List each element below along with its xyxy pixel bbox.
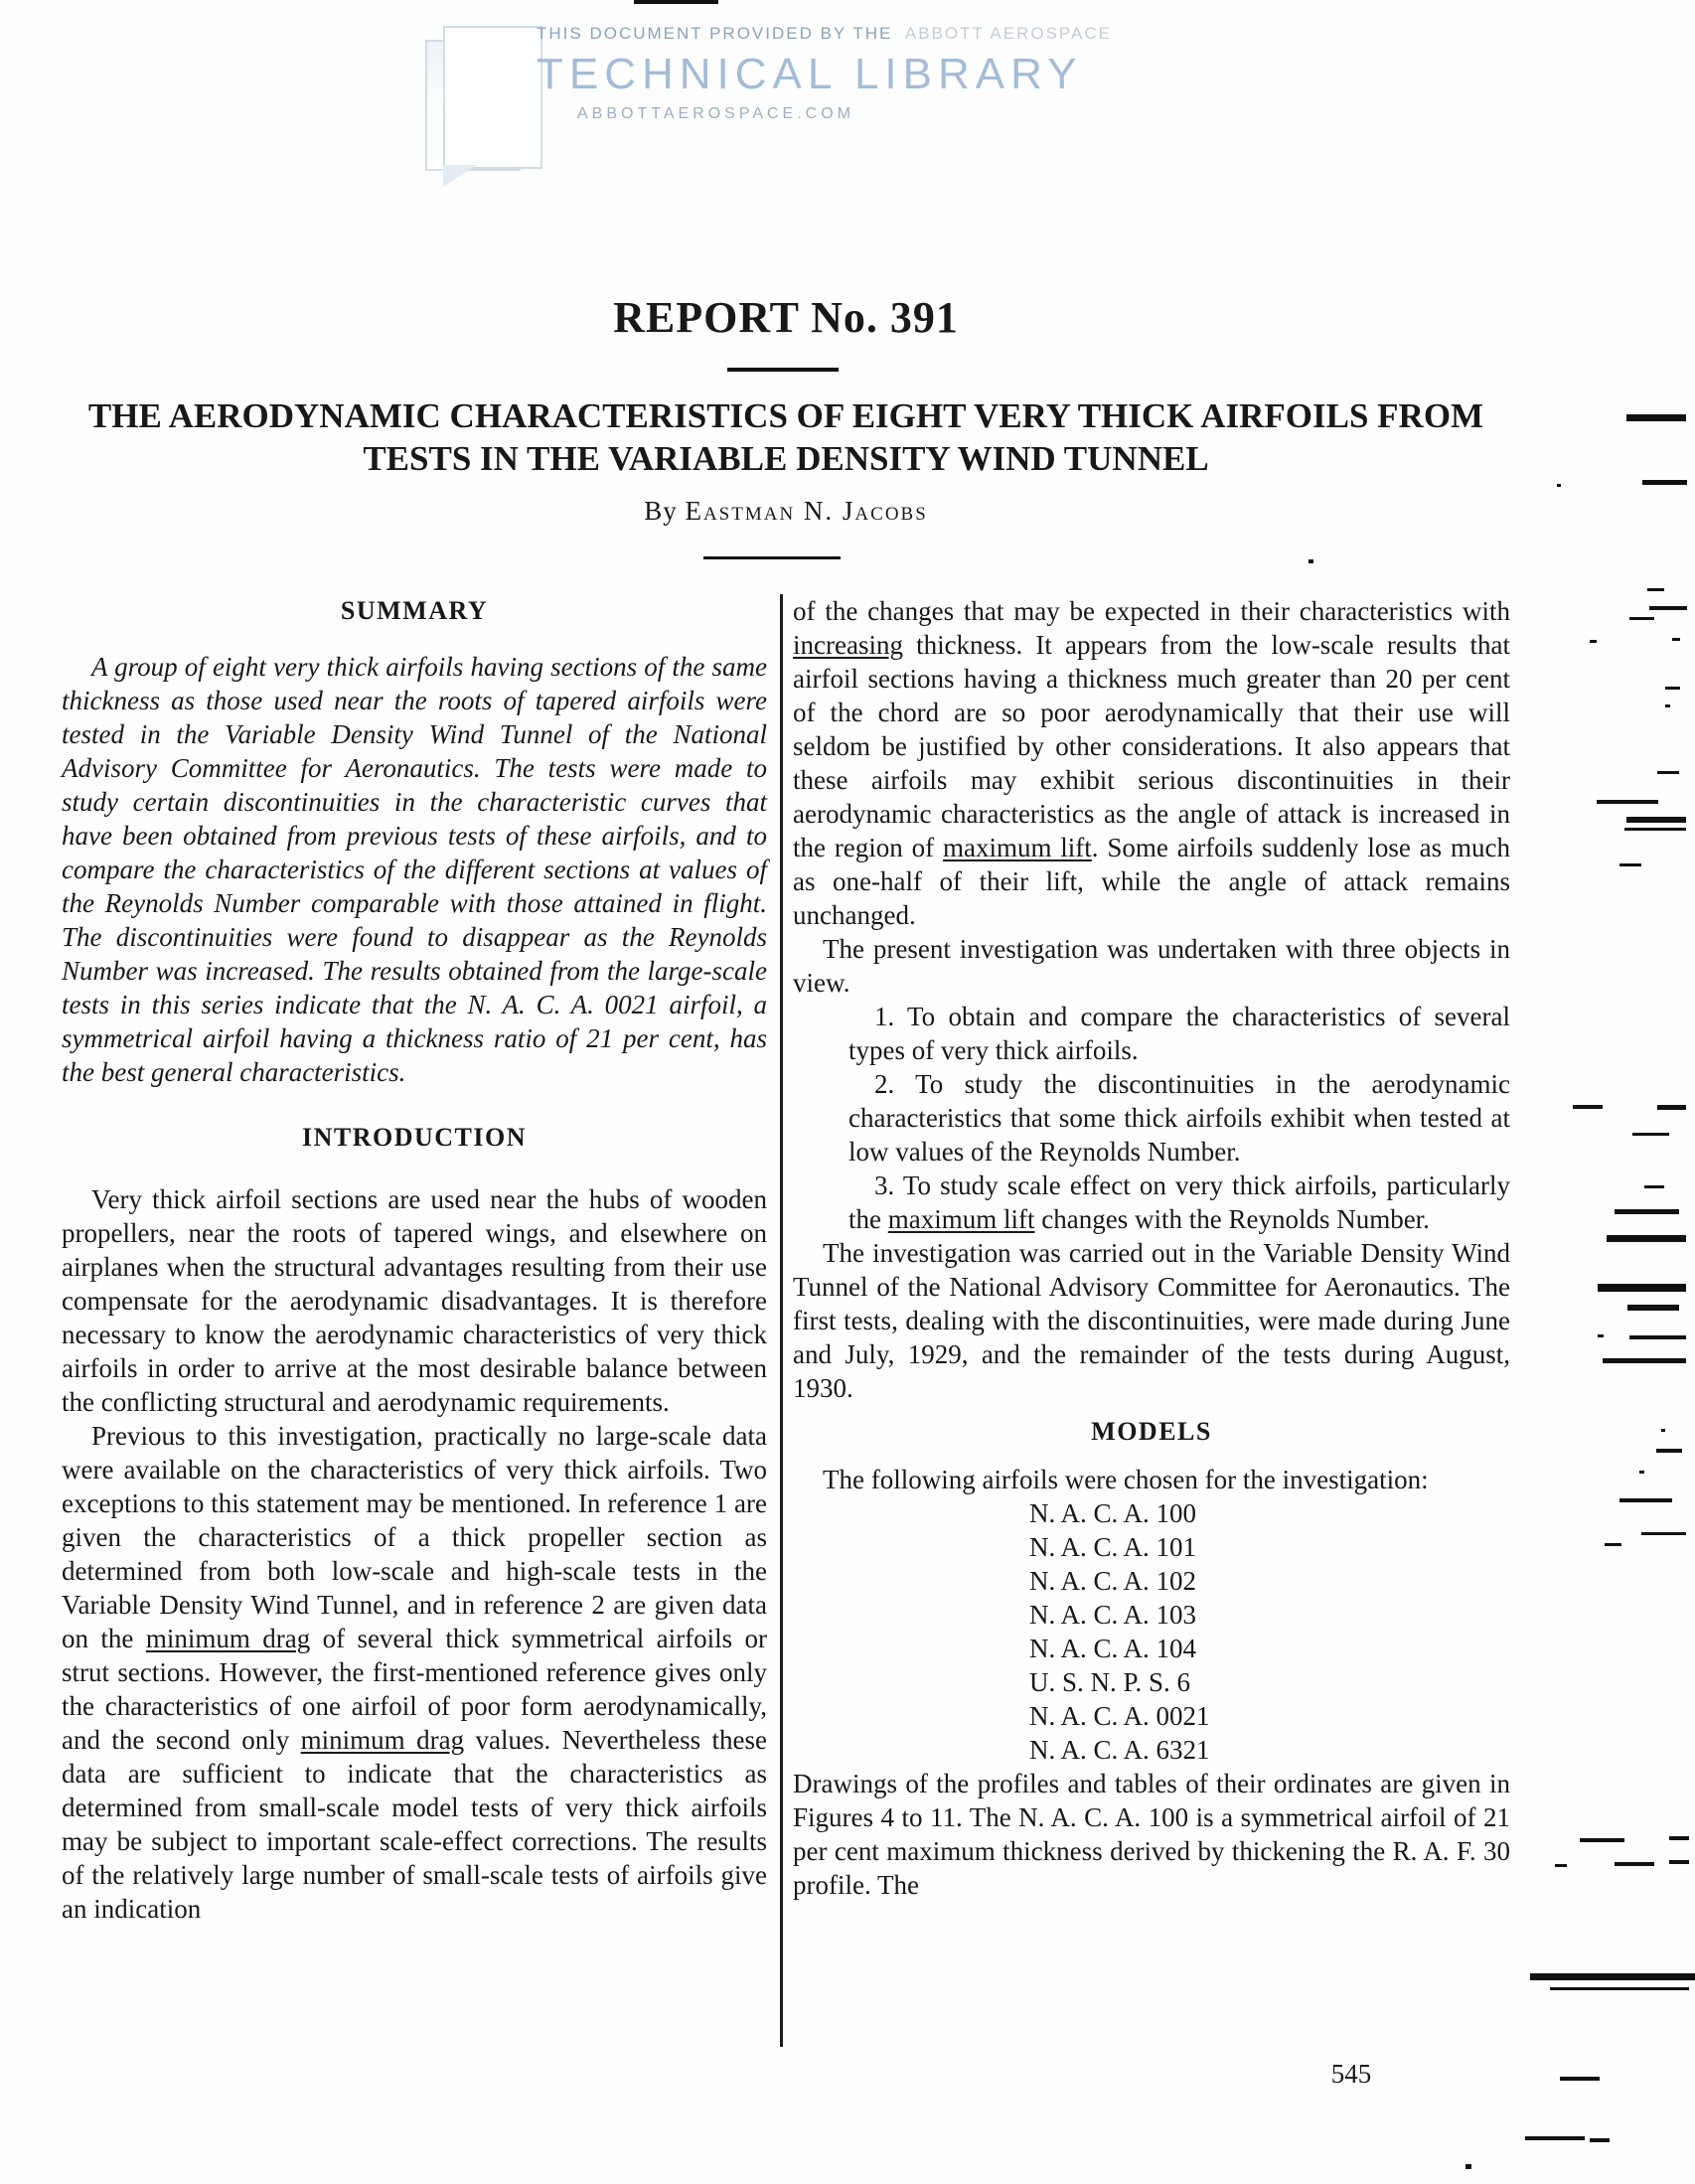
scan-artifact-mark bbox=[1560, 2077, 1600, 2081]
scan-artifact-mark bbox=[1624, 828, 1686, 831]
page-number: 545 bbox=[1330, 2059, 1372, 2089]
scan-artifact-mark bbox=[1626, 414, 1686, 421]
airfoil-item: N. A. C. A. 100 bbox=[1029, 1498, 1197, 1528]
objective-item: 2. To study the discontinuities in the aerodynamic characteristics that some thick airfoils exhibit when tested at low values of the Reynolds Number. bbox=[848, 1069, 1510, 1167]
scan-artifact-mark bbox=[1615, 1209, 1679, 1214]
watermark-brand: ABBOTT AEROSPACE bbox=[904, 24, 1112, 43]
scan-artifact-mark bbox=[1555, 1864, 1567, 1867]
summary-heading: SUMMARY bbox=[340, 596, 489, 625]
byline-rule bbox=[703, 556, 841, 559]
scan-artifact-mark bbox=[1590, 2138, 1610, 2142]
scan-artifact-mark bbox=[1647, 588, 1664, 591]
airfoil-item: N. A. C. A. 6321 bbox=[1029, 1735, 1210, 1765]
scan-artifact-mark bbox=[1629, 617, 1654, 620]
scan-artifact-mark bbox=[1642, 480, 1687, 485]
scan-artifact-mark bbox=[1665, 687, 1680, 690]
introduction-heading: INTRODUCTION bbox=[301, 1123, 528, 1152]
scan-artifact-mark bbox=[1550, 1987, 1689, 1990]
report-title-line1: THE AERODYNAMIC CHARACTERISTICS OF EIGHT VERY THICK AIRFOILS FROM bbox=[87, 396, 1484, 435]
scan-artifact-mark bbox=[1598, 1334, 1604, 1337]
models-heading: MODELS bbox=[1091, 1417, 1212, 1446]
scan-artifact-mark bbox=[1525, 2136, 1585, 2140]
intro-paragraph-1: Very thick airfoil sections are used near the hubs of wooden propellers, near the roots of tapered wings, and elsewhere on airplanes when the structural advantages resulting from their use compensate for the aerodynamic disadvantages. It is therefore necessary to know the aerodynamic characteristics of very thick airfoils in order to arrive at the most desirable balance between the conflicting structural and aerodynamic requirements. bbox=[62, 1184, 767, 1417]
watermark-provided-line bbox=[537, 24, 1112, 44]
continuation-paragraph: of the changes that may be expected in their characteristics with increasing thickness. It appears from the low-scale results that airfoil sections having a thickness much greater than 20 per cent of the chord are so poor aerodynamically that their use will seldom be justified by other considerations. It also appears that these airfoils may exhibit serious discontinuities in their aerodynamic characteristics as the angle of attack is increased in the region of maximum lift. Some airfoils suddenly lose as much as one-half of their lift, while the angle of attack remains unchanged. bbox=[793, 596, 1510, 930]
scan-artifact-mark bbox=[634, 0, 718, 4]
scan-artifact-mark bbox=[1615, 1862, 1654, 1866]
scan-artifact-mark bbox=[1661, 1429, 1665, 1432]
right-column bbox=[793, 594, 1510, 1902]
scan-artifact-mark bbox=[1657, 771, 1679, 774]
airfoil-item: N. A. C. A. 0021 bbox=[1029, 1701, 1210, 1731]
scan-artifact-mark bbox=[1629, 1335, 1686, 1339]
scan-artifact-mark bbox=[1465, 2164, 1471, 2169]
scan-artifact-mark bbox=[1627, 1305, 1679, 1311]
airfoil-item: N. A. C. A. 102 bbox=[1029, 1566, 1197, 1596]
scan-artifact-mark bbox=[1573, 1105, 1603, 1109]
scan-artifact-mark bbox=[1665, 704, 1670, 707]
airfoil-item: N. A. C. A. 103 bbox=[1029, 1600, 1197, 1630]
scan-artifact-mark bbox=[1639, 1471, 1644, 1474]
scan-artifact-mark bbox=[1657, 1105, 1686, 1110]
scan-artifact-mark bbox=[1557, 484, 1561, 487]
watermark-url: ABBOTTAEROSPACE.COM bbox=[577, 105, 854, 122]
scan-artifact-mark bbox=[1672, 638, 1680, 641]
summary-paragraph: A group of eight very thick airfoils having sections of the same thickness as those used near the roots of tapered airfoils were tested in the Variable Density Wind Tunnel of the National Advisory Committee for Aeronautics. The tests were made to study certain discontinuities in the characteristic curves that have been obtained from previous tests of these airfoils, and to compare the characteristics of the different sections at values of the Reynolds Number comparable with those attained in flight. The discontinuities were found to disappear as the Reynolds Number was increased. The results obtained from the large-scale tests in this series indicate that the N. A. C. A. 0021 airfoil, a symmetrical airfoil having a thickness ratio of 21 per cent, has the best general characteristics. bbox=[62, 652, 767, 1087]
scan-artifact-mark bbox=[1669, 1860, 1689, 1864]
watermark-provided-text: THIS DOCUMENT PROVIDED BY THE bbox=[537, 24, 893, 43]
watermark-library: TECHNICAL LIBRARY bbox=[537, 50, 1083, 98]
left-column bbox=[62, 594, 767, 1926]
author-name: Eastman N. Jacobs bbox=[685, 496, 928, 526]
scan-artifact-mark bbox=[1605, 1543, 1621, 1546]
scan-artifact-mark bbox=[1598, 1284, 1686, 1292]
objective-item: 1. To obtain and compare the characteristics of several types of very thick airfoils. bbox=[848, 1002, 1510, 1065]
airfoil-item: N. A. C. A. 104 bbox=[1029, 1634, 1197, 1663]
scan-artifact-mark bbox=[1669, 1836, 1689, 1840]
scan-artifact-mark bbox=[1580, 1838, 1624, 1842]
airfoil-item: N. A. C. A. 101 bbox=[1029, 1532, 1197, 1562]
scan-artifact-mark bbox=[1632, 1133, 1669, 1136]
scan-artifact-mark bbox=[1619, 863, 1641, 866]
scan-artifact-mark bbox=[1656, 1449, 1682, 1453]
scan-artifact-mark bbox=[1641, 1532, 1686, 1535]
scan-artifact-mark bbox=[1607, 1235, 1686, 1242]
scan-artifact-mark bbox=[1309, 559, 1313, 563]
scan-artifact-mark bbox=[1644, 1185, 1664, 1188]
intro-paragraph-2: Previous to this investigation, practically no large-scale data were available on the characteristics of very thick airfoils. Two exceptions to this statement may be mentioned. In reference 1 are given the characteristics of a thick propeller section as determined from both low-scale and high-scale tests in the Variable Density Wind Tunnel, and in reference 2 are given data on the minimum drag of several thick symmetrical airfoils or strut sections. However, the first-mentioned reference gives only the characteristics of one airfoil of poor form aerodynamically, and the second only minimum drag values. Nevertheless these data are sufficient to indicate that the characteristics as determined from small-scale model tests of very thick airfoils may be subject to important scale-effect corrections. The results of the relatively large number of small-scale tests of airfoils give an indication bbox=[62, 1421, 768, 1924]
scan-artifact-mark bbox=[1590, 640, 1597, 643]
airfoil-list bbox=[1029, 1496, 1510, 1767]
report-number-heading: REPORT No. 391 bbox=[613, 293, 959, 342]
masthead-rule bbox=[727, 368, 839, 372]
watermark bbox=[537, 24, 1112, 123]
closing-paragraph: Drawings of the profiles and tables of their ordinates are given in Figures 4 to 11. The N. A. C. A. 100 is a symmetrical airfoil of 21 per cent maximum thickness derived by thickening the R. A. F. 30 profile. The bbox=[793, 1769, 1510, 1900]
column-divider bbox=[780, 594, 783, 2047]
investigation-paragraph: The investigation was carried out in the Variable Density Wind Tunnel of the National Advisory Committee for Aeronautics. The first tests, dealing with the discontinuities, were made during June and July, 1929, and the remainder of the tests during August, 1930. bbox=[793, 1238, 1510, 1403]
byline bbox=[60, 496, 1512, 527]
airfoil-item: U. S. N. P. S. 6 bbox=[1029, 1667, 1191, 1697]
objectives-list bbox=[793, 1000, 1510, 1236]
objective-item: 3. To study scale effect on very thick airfoils, particularly the maximum lift changes with the Reynolds Number. bbox=[848, 1170, 1510, 1234]
scan-artifact-mark bbox=[1649, 606, 1687, 610]
scan-artifact-mark bbox=[1603, 1358, 1686, 1363]
scan-artifact-mark bbox=[1619, 1498, 1672, 1502]
scan-artifact-mark bbox=[1626, 817, 1686, 823]
scan-artifact-mark bbox=[1597, 800, 1658, 804]
report-title-line2: TESTS IN THE VARIABLE DENSITY WIND TUNNEL bbox=[363, 439, 1209, 478]
scan-artifact-mark bbox=[1530, 1973, 1695, 1980]
byline-prefix: By bbox=[644, 496, 678, 526]
objects-paragraph: The present investigation was undertaken with three objects in view. bbox=[793, 934, 1510, 998]
models-intro-paragraph: The following airfoils were chosen for the investigation: bbox=[823, 1465, 1429, 1494]
